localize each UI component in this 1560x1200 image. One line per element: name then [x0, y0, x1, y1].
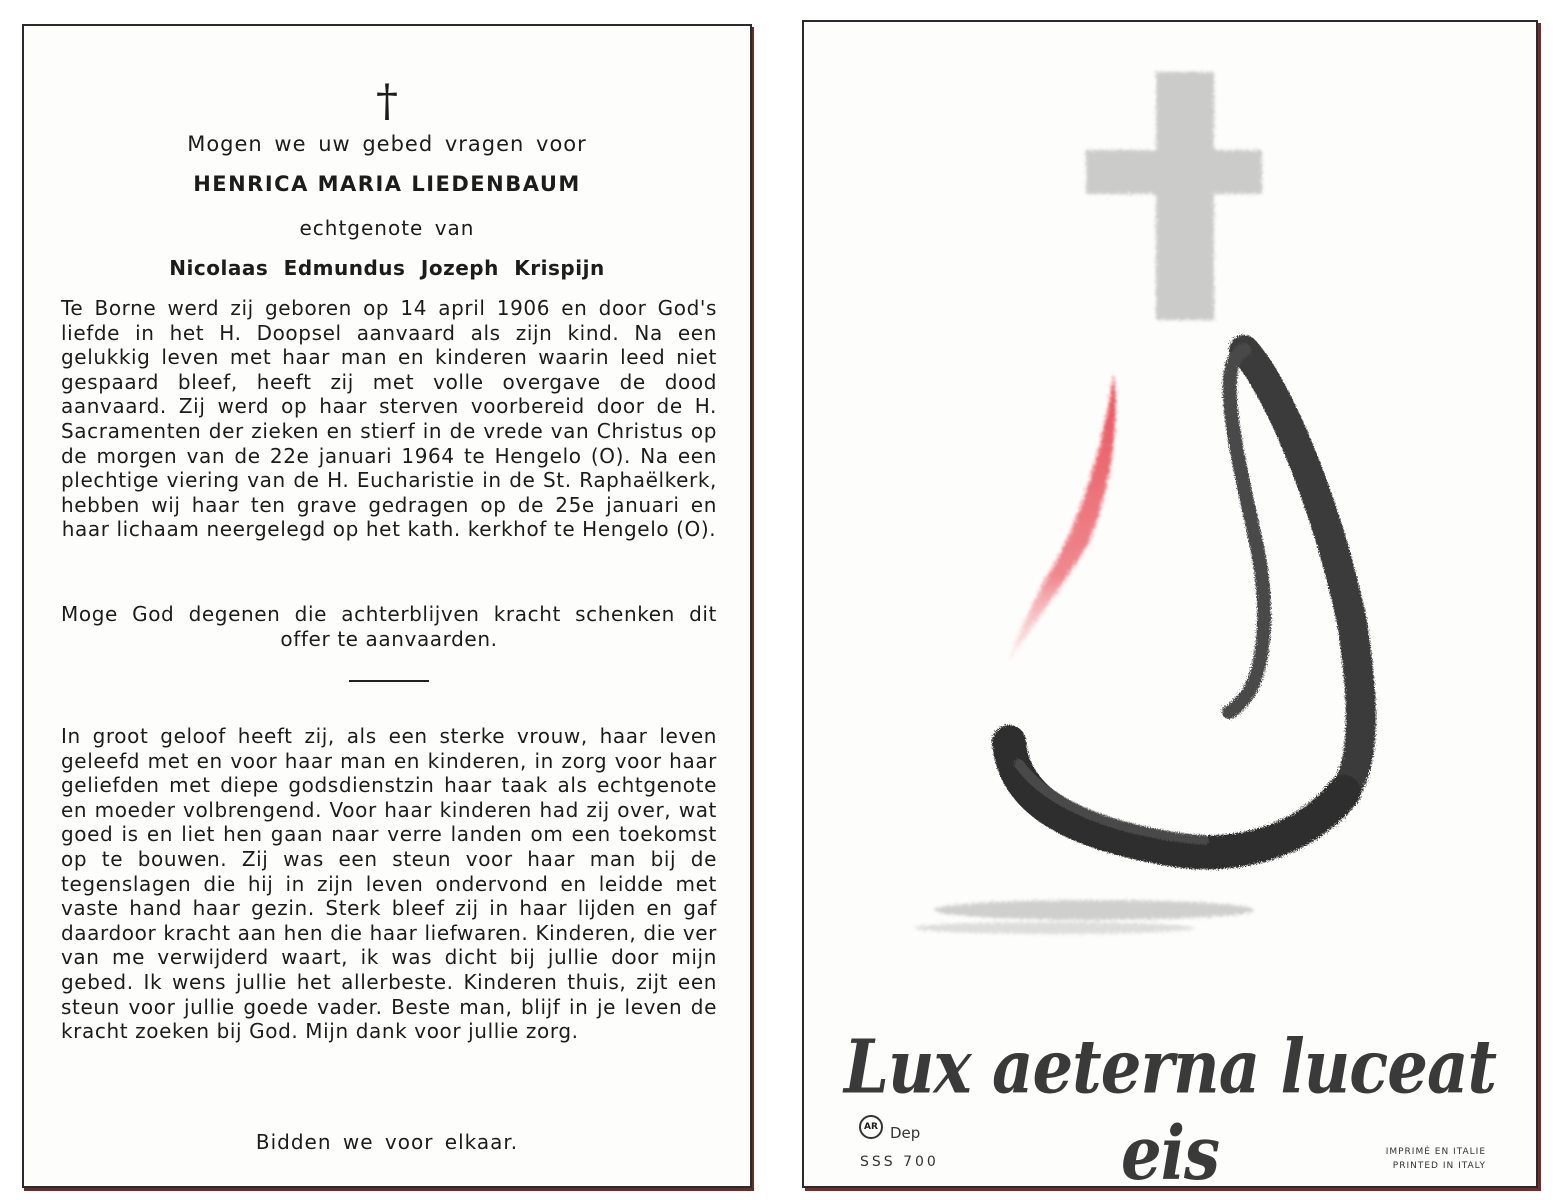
cross-icon: †: [376, 76, 398, 127]
closing-line: Bidden we voor elkaar.: [255, 1130, 519, 1154]
flame-shape: [1009, 374, 1116, 662]
lamp-shadow: [914, 900, 1254, 934]
oil-lamp-illustration: [804, 22, 1536, 1186]
motto-text: Lux aeterna luceat eis: [844, 1024, 1496, 1198]
dep-label: Dep: [890, 1124, 921, 1142]
section-divider: [349, 680, 429, 682]
memorial-text-card: [22, 24, 752, 1188]
biography-paragraph: Te Borne werd zij geboren op 14 april 1906 en door God's liefde in het H. Doopsel aanvaard als zijn kind. Na een gelukkig leven met haar man en kinderen waarin leed niet gespaard bleef, heeft zij met volle overgave de dood aanvaard. Zij werd op haar sterven voorbereid door de H. Sacramenten der zieken en stierf in de vrede van Christus op de morgen van de 22e januari 1964 te Hengelo (O). Na een plechtige viering van de H. Eucharistie in de St. Raphaëlkerk, hebben wij haar ten grave gedragen op de 25e januari en haar lichaam neergelegd op het kath. kerkhof te Hengelo (O).: [61, 296, 717, 542]
prayer-intro: Mogen we uw gebed vragen voor: [187, 132, 587, 156]
origin-label-fr: IMPRIMÉ EN ITALIE: [1385, 1147, 1486, 1157]
relation-label: echtgenote van: [299, 216, 475, 240]
series-code: SSS 700: [860, 1154, 939, 1170]
lamp-body: [1009, 350, 1361, 852]
origin-label-en: PRINTED IN ITALY: [1392, 1161, 1486, 1171]
spouse-name: Nicolaas Edmundus Jozeph Krispijn: [169, 256, 605, 280]
memorial-image-card: [802, 20, 1538, 1198]
publisher-logo-icon: AR: [859, 1115, 883, 1139]
cross-shape: [1086, 72, 1262, 320]
deceased-name: HENRICA MARIA LIEDENBAUM: [193, 172, 581, 196]
blessing-paragraph: Moge God degenen die achterblijven kracht schenken dit offer te aanvaarden.: [61, 602, 717, 651]
testament-paragraph: In groot geloof heeft zij, als een sterke vrouw, haar leven geleefd met en voor haar man en kinderen, in zorg voor haar geliefden met diepe godsdienstzin haar taak als echtgenote en moeder volbrengend. Voor haar kinderen had zij over, wat goed is en liet hen gaan naar verre landen om een toekomst op te bouwen. Zij was een steun voor haar man bij de tegenslagen die hij in zijn leven ondervond en leidde met vaste hand haar gezin. Sterk bleef zij in haar lijden en gaf daardoor kracht aan hen die haar liefwaren. Kinderen, die ver van me verwijderd waart, ik was dicht bij jullie door mijn gebed. Ik wens jullie het allerbeste. Kinderen thuis, zijt een steun voor jullie goede vader. Beste man, blijf in je leven de kracht zoeken bij God. Mijn dank voor jullie zorg.: [61, 724, 717, 1044]
